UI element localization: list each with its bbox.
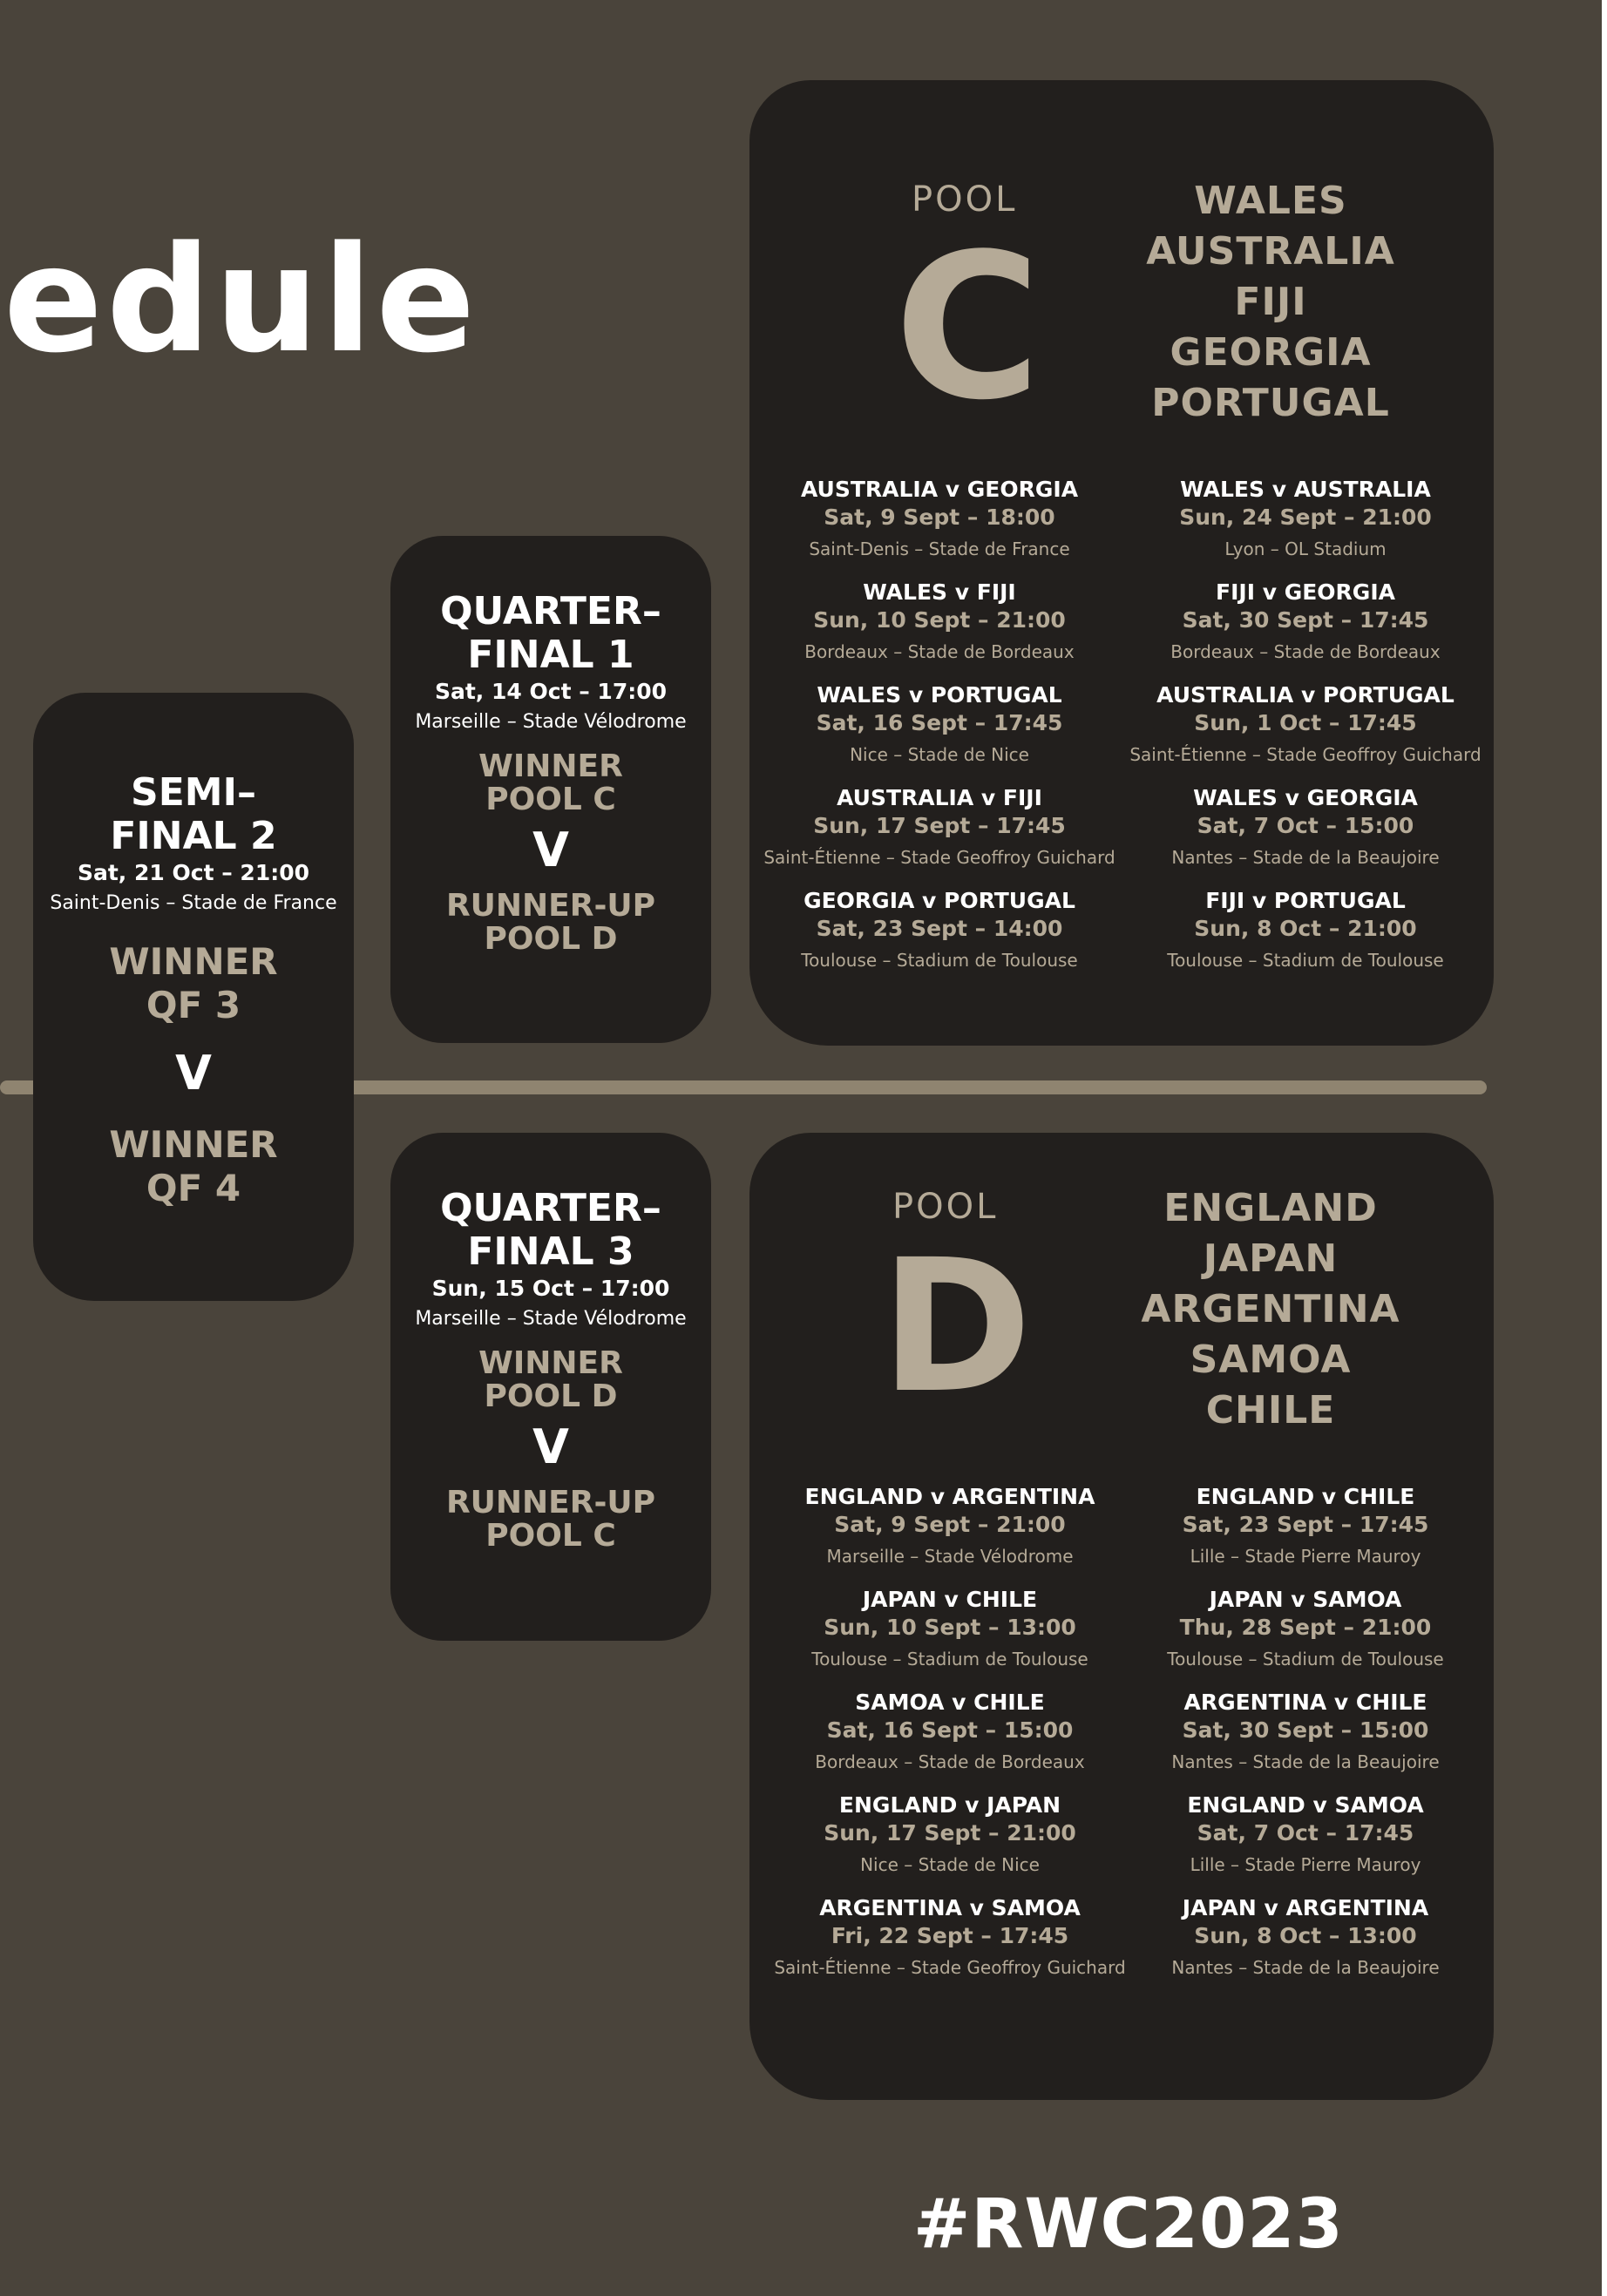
match-entry	[767, 1483, 1133, 1586]
match-entry	[1122, 476, 1488, 579]
match-entry	[756, 579, 1122, 681]
match-teams: SAMOA v CHILE	[855, 1690, 1045, 1715]
match-date: Sat, 30 Sept – 17:45	[1182, 607, 1429, 633]
match-venue: Saint-Étienne – Stade Geoffroy Guichard	[763, 847, 1115, 868]
match-entry	[1122, 681, 1488, 784]
match-date: Sun, 24 Sept – 21:00	[1179, 505, 1432, 530]
pool-c-team: GEORGIA	[1170, 330, 1372, 375]
match-entry	[1122, 784, 1488, 887]
match-venue: Bordeaux – Stade de Bordeaux	[1170, 641, 1441, 662]
qf3-home-line1: WINNER	[478, 1345, 623, 1381]
match-date: Sun, 8 Oct – 13:00	[1194, 1923, 1417, 1948]
pool-c-team-list	[1105, 176, 1436, 429]
match-venue: Nice – Stade de Nice	[850, 744, 1029, 765]
sf2-title-line1: SEMI–	[131, 770, 256, 815]
match-venue: Marseille – Stade Vélodrome	[826, 1546, 1074, 1567]
match-entry	[1122, 887, 1488, 990]
match-teams: FIJI v GEORGIA	[1216, 579, 1395, 605]
match-date: Sat, 7 Oct – 15:00	[1197, 813, 1414, 838]
qf1-title-line2: FINAL 1	[467, 633, 634, 677]
match-entry	[767, 1689, 1133, 1791]
pool-d-team: ARGENTINA	[1141, 1287, 1400, 1331]
pool-d-team: SAMOA	[1190, 1338, 1352, 1382]
match-date: Thu, 28 Sept – 21:00	[1179, 1615, 1432, 1640]
sf2-home-line1: WINNER	[109, 940, 278, 983]
match-date: Sun, 10 Sept – 13:00	[824, 1615, 1076, 1640]
qf3-versus: V	[532, 1419, 569, 1474]
pool-d-label: POOL	[892, 1187, 999, 1227]
match-teams: WALES v GEORGIA	[1193, 785, 1418, 810]
pool-c-label: POOL	[912, 179, 1018, 220]
match-date: Sat, 9 Sept – 21:00	[834, 1512, 1066, 1537]
qf1-versus: V	[532, 823, 569, 877]
qf1-away-line2: POOL D	[484, 921, 618, 957]
qf1-home-line2: POOL C	[485, 782, 616, 817]
match-teams: ARGENTINA v CHILE	[1183, 1690, 1427, 1715]
match-entry	[756, 681, 1122, 784]
match-teams: JAPAN v ARGENTINA	[1182, 1895, 1429, 1920]
pool-c-card	[749, 80, 1494, 1046]
match-venue: Lyon – OL Stadium	[1224, 538, 1387, 559]
match-entry	[1122, 579, 1488, 681]
match-date: Sat, 7 Oct – 17:45	[1197, 1820, 1414, 1846]
qf1-venue: Marseille – Stade Vélodrome	[415, 711, 687, 733]
pool-c-matches-left	[756, 476, 1122, 990]
sf2-title-line2: FINAL 2	[110, 814, 277, 858]
hashtag: #RWC2023	[913, 2185, 1344, 2264]
match-venue: Saint-Denis – Stade de France	[809, 538, 1070, 559]
qf1-home-line1: WINNER	[478, 748, 623, 784]
match-teams: ENGLAND v SAMOA	[1187, 1792, 1424, 1818]
match-venue: Saint-Étienne – Stade Geoffroy Guichard	[774, 1957, 1126, 1978]
match-teams: AUSTRALIA v GEORGIA	[800, 477, 1079, 502]
match-venue: Lille – Stade Pierre Mauroy	[1190, 1854, 1421, 1875]
qf1-title-line1: QUARTER–	[440, 589, 661, 633]
qf3-date: Sun, 15 Oct – 17:00	[431, 1276, 670, 1301]
pool-c-team: FIJI	[1234, 280, 1307, 324]
quarter-final-1-card	[390, 536, 711, 1043]
match-date: Sun, 8 Oct – 21:00	[1194, 916, 1417, 941]
match-date: Sun, 17 Sept – 17:45	[813, 813, 1066, 838]
match-teams: ARGENTINA v SAMOA	[819, 1895, 1081, 1920]
match-teams: ENGLAND v ARGENTINA	[804, 1484, 1095, 1509]
quarter-final-3-card	[390, 1133, 711, 1641]
match-teams: FIJI v PORTUGAL	[1205, 888, 1406, 913]
match-venue: Lille – Stade Pierre Mauroy	[1190, 1546, 1421, 1567]
match-entry	[756, 476, 1122, 579]
pool-d-letter: D	[880, 1220, 1033, 1433]
match-date: Sat, 16 Sept – 17:45	[816, 710, 1063, 735]
match-venue: Toulouse – Stadium de Toulouse	[1167, 1649, 1444, 1670]
sf2-away-line2: QF 4	[146, 1167, 241, 1209]
match-date: Sun, 17 Sept – 21:00	[824, 1820, 1076, 1846]
match-date: Sat, 9 Sept – 18:00	[824, 505, 1055, 530]
page-edge	[1602, 0, 1607, 2296]
match-entry	[1122, 1586, 1488, 1689]
match-date: Sat, 23 Sept – 17:45	[1182, 1512, 1429, 1537]
match-date: Sat, 23 Sept – 14:00	[816, 916, 1063, 941]
qf3-title-line1: QUARTER–	[440, 1186, 661, 1230]
match-date: Sun, 1 Oct – 17:45	[1194, 710, 1417, 735]
match-teams: WALES v AUSTRALIA	[1180, 477, 1431, 502]
pool-d-matches-right	[1122, 1483, 1488, 1997]
qf3-home-line2: POOL D	[484, 1378, 618, 1414]
match-date: Sun, 10 Sept – 21:00	[813, 607, 1066, 633]
match-date: Sat, 30 Sept – 15:00	[1182, 1717, 1429, 1743]
match-teams: GEORGIA v PORTUGAL	[804, 888, 1075, 913]
pool-d-team-list	[1105, 1183, 1436, 1436]
qf3-venue: Marseille – Stade Vélodrome	[415, 1308, 687, 1330]
pool-c-team: AUSTRALIA	[1146, 229, 1395, 274]
match-date: Sat, 16 Sept – 15:00	[826, 1717, 1074, 1743]
match-venue: Nantes – Stade de la Beaujoire	[1171, 1751, 1440, 1772]
qf3-away-line2: POOL C	[485, 1518, 616, 1554]
sf2-date: Sat, 21 Oct – 21:00	[77, 860, 310, 885]
pool-d-team: CHILE	[1205, 1388, 1336, 1432]
page-headline: edule	[3, 214, 479, 385]
match-venue: Toulouse – Stadium de Toulouse	[811, 1649, 1088, 1670]
match-entry	[1122, 1483, 1488, 1586]
match-teams: ENGLAND v CHILE	[1196, 1484, 1415, 1509]
match-entry	[1122, 1689, 1488, 1791]
pool-c-team: PORTUGAL	[1151, 381, 1390, 425]
match-venue: Toulouse – Stadium de Toulouse	[1167, 950, 1444, 971]
qf3-away-line1: RUNNER-UP	[445, 1485, 656, 1521]
match-entry	[756, 784, 1122, 887]
sf2-venue: Saint-Denis – Stade de France	[50, 892, 337, 914]
match-entry	[1122, 1894, 1488, 1997]
match-venue: Saint-Étienne – Stade Geoffroy Guichard	[1129, 744, 1482, 765]
pool-c-letter: C	[894, 212, 1041, 444]
sf2-home-line2: QF 3	[146, 984, 241, 1026]
qf1-away-line1: RUNNER-UP	[445, 888, 656, 924]
match-venue: Toulouse – Stadium de Toulouse	[801, 950, 1078, 971]
match-entry	[767, 1894, 1133, 1997]
pool-d-team: JAPAN	[1203, 1236, 1339, 1281]
qf3-title-line2: FINAL 3	[467, 1229, 634, 1274]
pool-c-team: WALES	[1194, 179, 1347, 223]
match-teams: AUSTRALIA v FIJI	[837, 785, 1042, 810]
match-entry	[767, 1791, 1133, 1894]
pool-d-team: ENGLAND	[1163, 1186, 1378, 1230]
pool-d-matches-left	[767, 1483, 1133, 1997]
match-venue: Nantes – Stade de la Beaujoire	[1171, 1957, 1440, 1978]
match-entry	[756, 887, 1122, 990]
semi-final-2-card	[33, 693, 354, 1301]
match-entry	[767, 1586, 1133, 1689]
match-venue: Bordeaux – Stade de Bordeaux	[804, 641, 1075, 662]
sf2-versus: V	[175, 1046, 212, 1101]
qf1-date: Sat, 14 Oct – 17:00	[434, 679, 668, 704]
sf2-away-line1: WINNER	[109, 1123, 278, 1166]
match-teams: JAPAN v SAMOA	[1209, 1587, 1402, 1612]
match-teams: WALES v FIJI	[863, 579, 1016, 605]
match-teams: AUSTRALIA v PORTUGAL	[1156, 682, 1454, 708]
match-date: Fri, 22 Sept – 17:45	[831, 1923, 1069, 1948]
match-venue: Nice – Stade de Nice	[860, 1854, 1040, 1875]
match-teams: WALES v PORTUGAL	[817, 682, 1062, 708]
match-entry	[1122, 1791, 1488, 1894]
match-venue: Nantes – Stade de la Beaujoire	[1171, 847, 1440, 868]
match-teams: JAPAN v CHILE	[862, 1587, 1038, 1612]
bracket-connector-right	[244, 1080, 1487, 1094]
match-teams: ENGLAND v JAPAN	[838, 1792, 1061, 1818]
pool-c-matches-right	[1122, 476, 1488, 990]
pool-d-card	[749, 1133, 1494, 2100]
match-venue: Bordeaux – Stade de Bordeaux	[815, 1751, 1085, 1772]
